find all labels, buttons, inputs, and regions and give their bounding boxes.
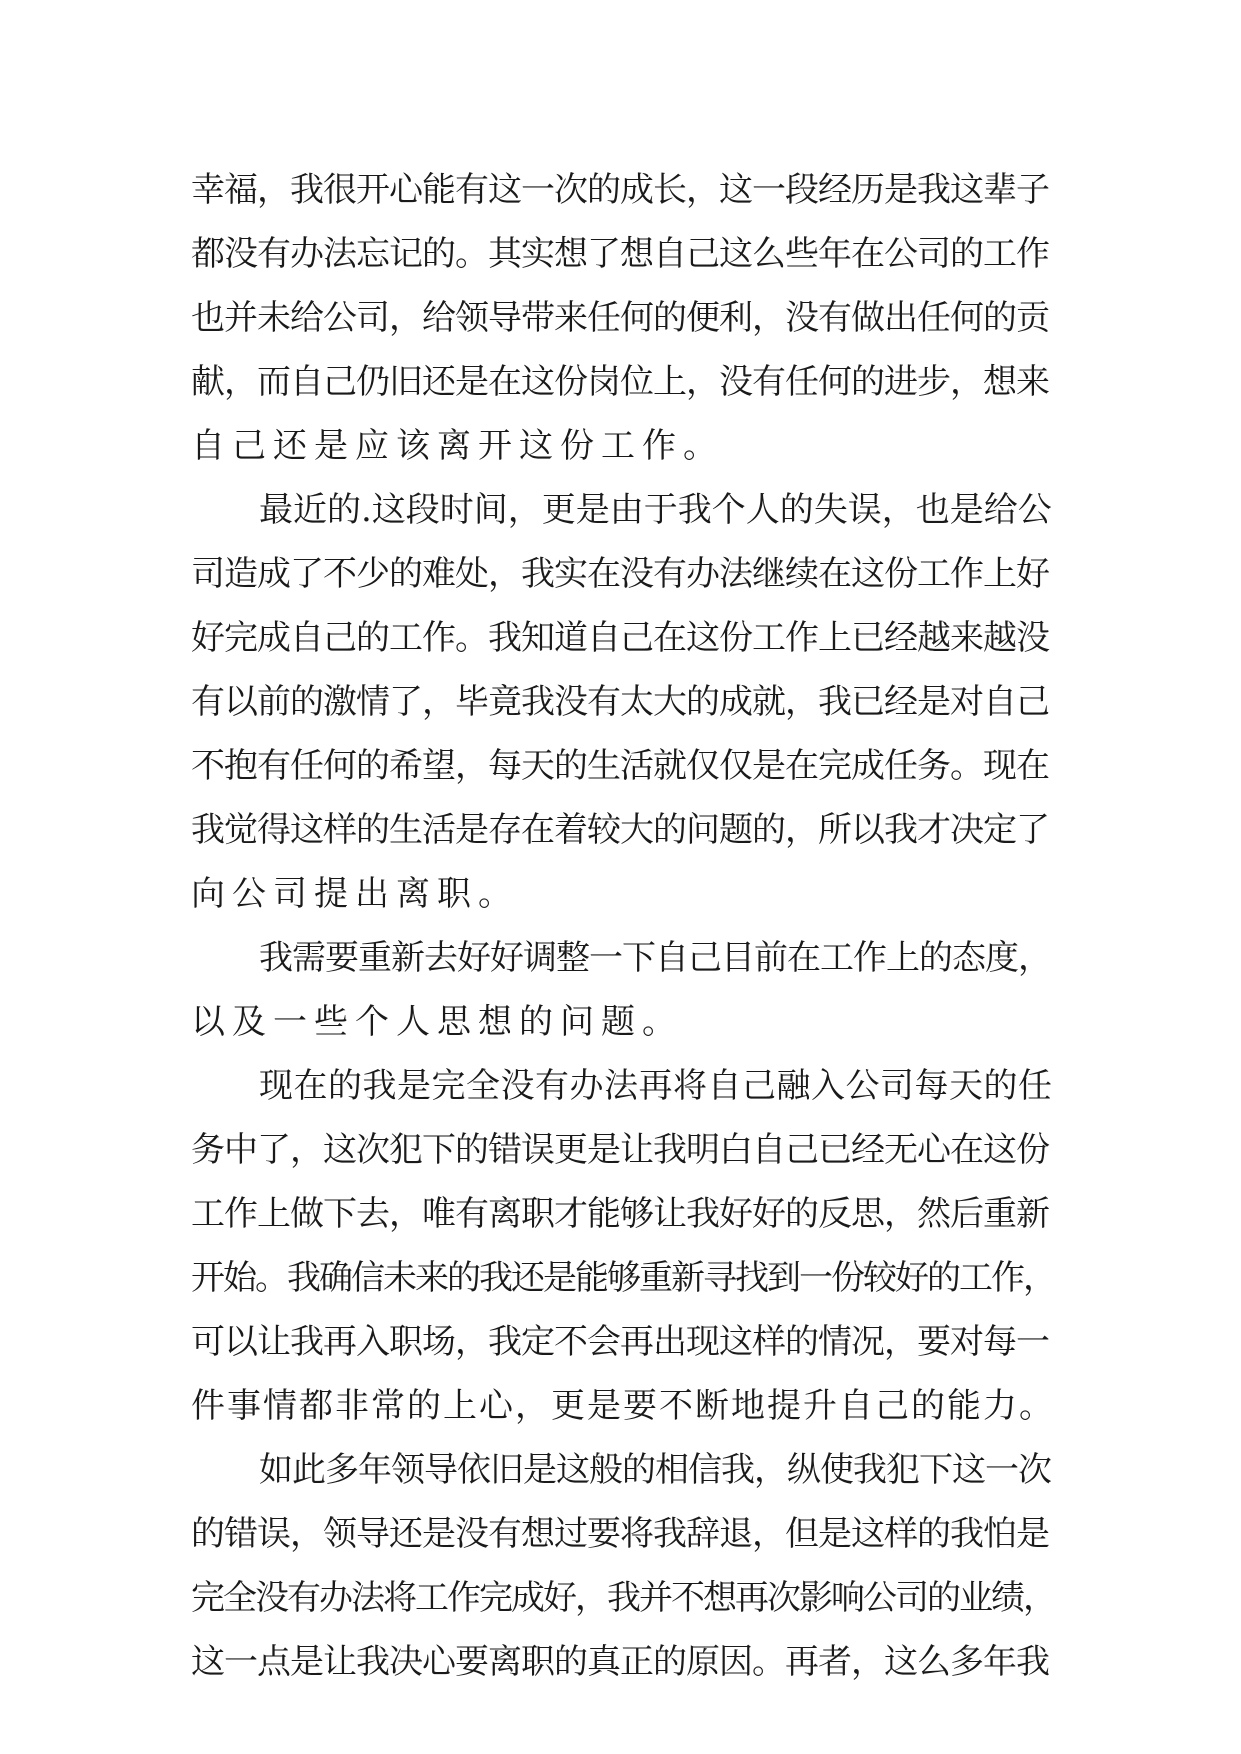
text-line: 件事情都非常的上心，更是要不断地提升自己的能力。 — [191, 1386, 1055, 1426]
text-line: 都没有办法忘记的。其实想了想自己这么些年在公司的工作 — [191, 234, 1049, 274]
text-line: 最近的.这段时间，更是由于我个人的失误，也是给公 — [259, 490, 1052, 530]
text-line: 好完成自己的工作。我知道自己在这份工作上已经越来越没 — [191, 618, 1049, 658]
text-line: 也并未给公司，给领导带来任何的便利，没有做出任何的贡 — [191, 298, 1049, 338]
text-line: 有以前的激情了，毕竟我没有太大的成就，我已经是对自己 — [191, 682, 1049, 722]
text-line: 我觉得这样的生活是存在着较大的问题的，所以我才决定了 — [191, 810, 1049, 850]
text-line: 幸福，我很开心能有这一次的成长，这一段经历是我这辈子 — [191, 170, 1049, 210]
text-line: 现在的我是完全没有办法再将自己融入公司每天的任 — [259, 1066, 1053, 1106]
text-line: 向公司提出离职。 — [191, 874, 519, 914]
text-line: 务中了，这次犯下的错误更是让我明白自己已经无心在这份 — [191, 1130, 1049, 1170]
text-line: 工作上做下去，唯有离职才能够让我好好的反思，然后重新 — [191, 1194, 1049, 1234]
text-line: 我需要重新去好好调整一下自己目前在工作上的态度， — [259, 938, 1051, 978]
text-line: 开始。我确信未来的我还是能够重新寻找到一份较好的工作， — [191, 1258, 1055, 1298]
text-line: 如此多年领导依旧是这般的相信我，纵使我犯下这一次 — [259, 1450, 1051, 1490]
text-line: 可以让我再入职场，我定不会再出现这样的情况，要对每一 — [191, 1322, 1049, 1362]
text-line: 以及一些个人思想的问题。 — [191, 1002, 683, 1042]
text-line: 司造成了不少的难处，我实在没有办法继续在这份工作上好 — [191, 554, 1049, 594]
text-line: 的错误，领导还是没有想过要将我辞退，但是这样的我怕是 — [191, 1514, 1049, 1554]
text-line: 自己还是应该离开这份工作。 — [191, 426, 724, 466]
text-line: 这一点是让我决心要离职的真正的原因。再者，这么多年我 — [191, 1642, 1049, 1682]
text-line: 完全没有办法将工作完成好，我并不想再次影响公司的业绩， — [191, 1578, 1055, 1618]
text-line: 献，而自己仍旧还是在这份岗位上，没有任何的进步，想来 — [191, 362, 1049, 402]
body-text — [191, 158, 1061, 1694]
text-line: 不抱有任何的希望，每天的生活就仅仅是在完成任务。现在 — [191, 746, 1049, 786]
